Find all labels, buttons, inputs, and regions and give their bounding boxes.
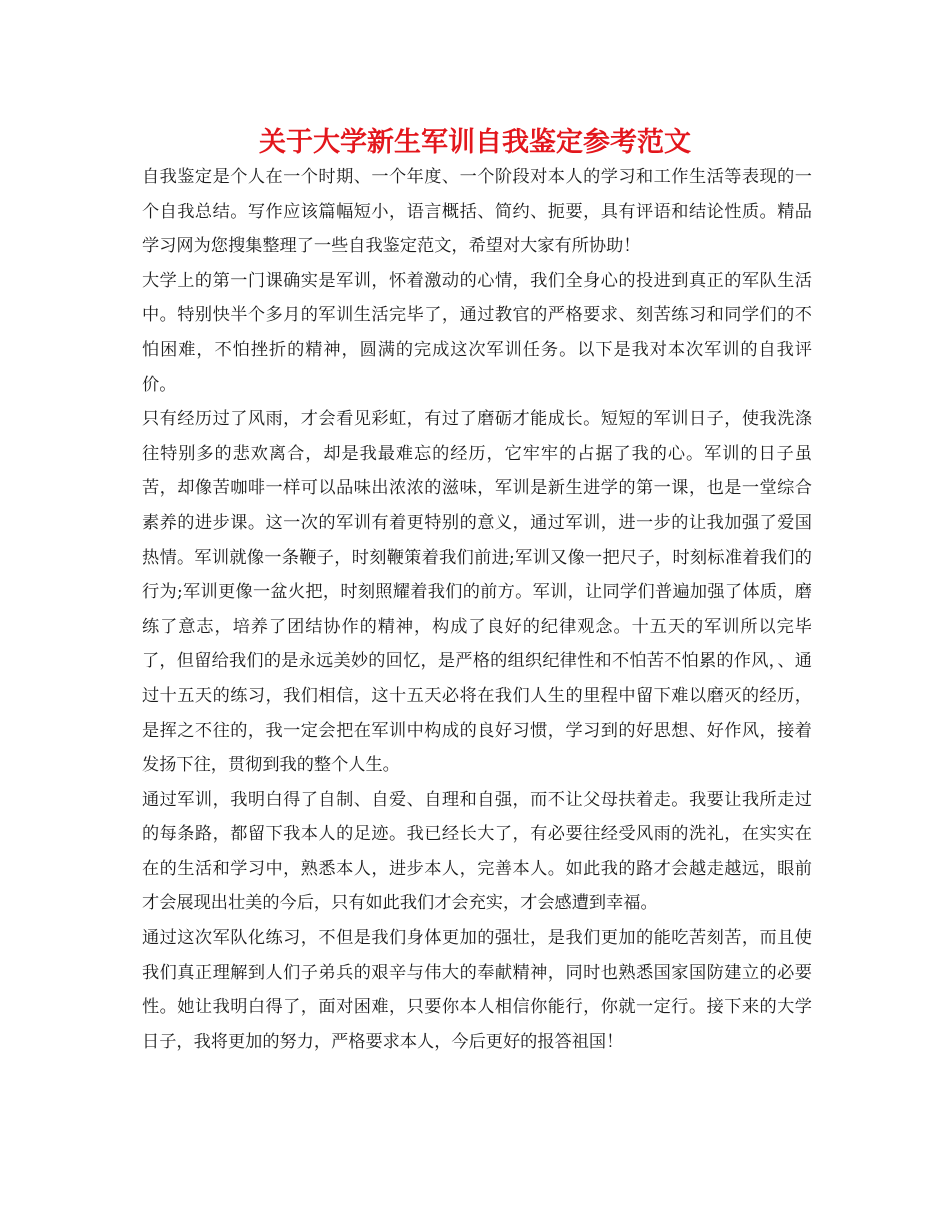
document-title: 关于大学新生军训自我鉴定参考范文 xyxy=(259,127,691,158)
paragraph-self-reliance: 通过军训，我明白得了自制、自爱、自理和自强，而不让父母扶着走。我要让我所走过的每条路，都留下我本人的足迹。我已经长大了，有必要往经受风雨的洗礼，在实实在在的生活和学习中，熟悉本人，进步本人，完善本人。如此我的路才会越走越远，眼前才会展现出壮美的今后，只有如此我们才会充实，才会感遭到幸福。 xyxy=(142,789,812,914)
document-body xyxy=(142,160,812,1059)
paragraph-intro: 自我鉴定是个人在一个时期、一个年度、一个阶段对本人的学习和工作生活等表现的一个自我总结。写作应该篇幅短小，语言概括、简约、扼要，具有评语和结论性质。精品学习网为您搜集整理了一些自我鉴定范文，希望对大家有所协助！ xyxy=(142,167,812,257)
paragraph-first-course: 大学上的第一门课确实是军训，怀着激动的心情，我们全身心的投进到真正的军队生活中。特别快半个多月的军训生活完毕了，通过教官的严格要求、刻苦练习和同学们的不怕困难，不怕挫折的精神，圆满的完成这次军训任务。以下是我对本次军训的自我评价。 xyxy=(142,270,812,395)
paragraph-rainbow: 只有经历过了风雨，才会看见彩虹，有过了磨砺才能成长。短短的军训日子，使我洗涤往特别多的悲欢离合，却是我最难忘的经历，它牢牢的占据了我的心。军训的日子虽苦，却像苦咖啡一样可以品味出浓浓的滋味，军训是新生进学的第一课，也是一堂综合素养的进步课。这一次的军训有着更特别的意义，通过军训，进一步的让我加强了爱国热情。军训就像一条鞭子，时刻鞭策着我们前进;军训又像一把尺子，时刻标准着我们的行为;军训更像一盆火把，时刻照耀着我们的前方。军训，让同学们普遍加强了体质，磨练了意志，培养了团结协作的精神，构成了良好的纪律观念。十五天的军训所以完毕了，但留给我们的是永远美妙的回忆，是严格的组织纪律性和不怕苦不怕累的作风，、通过十五天的练习，我们相信，这十五天必将在我们人生的里程中留下难以磨灭的经历，是挥之不往的，我一定会把在军训中构成的良好习惯，学习到的好思想、好作风，接着发扬下往，贯彻到我的整个人生。 xyxy=(142,409,812,776)
paragraph-conclusion: 通过这次军队化练习，不但是我们身体更加的强壮，是我们更加的能吃苦刻苦，而且使我们真正理解到人们子弟兵的艰辛与伟大的奉献精神，同时也熟悉国家国防建立的必要性。她让我明白得了，面对困难，只要你本人相信你能行，你就一定行。接下来的大学日子，我将更加的努力，严格要求本人，今后更好的报答祖国！ xyxy=(142,928,812,1052)
